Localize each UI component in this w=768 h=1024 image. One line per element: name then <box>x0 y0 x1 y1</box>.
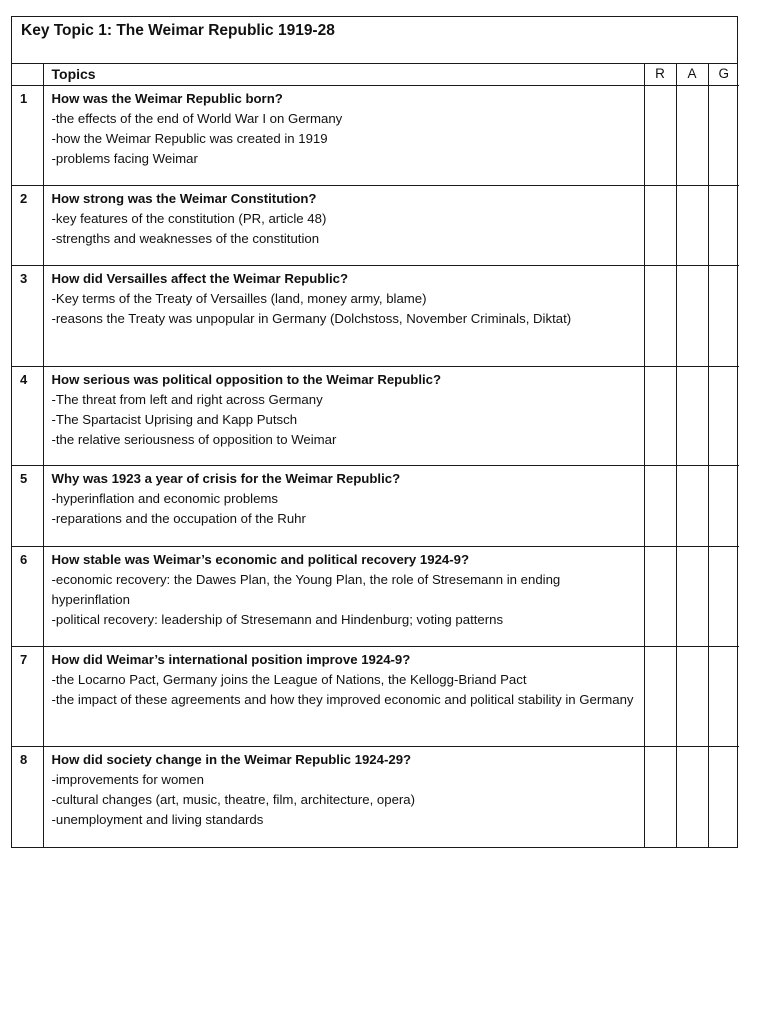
rag-cell-r[interactable] <box>644 546 676 646</box>
topic-cell <box>43 366 644 465</box>
table-row <box>12 465 739 546</box>
topic-cell <box>43 85 644 185</box>
topic-number: 3 <box>12 265 43 366</box>
topic-point: -reparations and the occupation of the Ruhr <box>51 510 306 526</box>
rag-cell-r[interactable] <box>644 185 676 265</box>
rag-cell-r[interactable] <box>644 465 676 546</box>
rag-cell-r[interactable] <box>644 265 676 366</box>
table-row <box>12 746 739 847</box>
topic-cell <box>43 546 644 646</box>
topic-question: How stable was Weimar’s economic and political recovery 1924-9? <box>51 551 470 567</box>
rag-cell-a[interactable] <box>676 185 708 265</box>
rag-cell-g[interactable] <box>708 185 739 265</box>
rag-cell-a[interactable] <box>676 85 708 185</box>
rag-cell-r[interactable] <box>644 646 676 746</box>
table-row <box>12 366 739 465</box>
rag-cell-g[interactable] <box>708 646 739 746</box>
topic-question: How serious was political opposition to the Weimar Republic? <box>51 371 442 387</box>
topic-cell <box>43 746 644 847</box>
table-header-row <box>12 64 739 85</box>
topic-point: -key features of the constitution (PR, article 48) <box>51 210 327 226</box>
header-topics: Topics <box>43 64 644 85</box>
topic-point: -Key terms of the Treaty of Versailles (land, money army, blame) <box>51 290 427 306</box>
topic-point: -reasons the Treaty was unpopular in Germany (Dolchstoss, November Criminals, Diktat) <box>51 310 572 326</box>
topic-point: -the impact of these agreements and how they improved economic and political stability in Germany <box>51 691 634 707</box>
rag-cell-a[interactable] <box>676 465 708 546</box>
topic-point: -strengths and weaknesses of the constitution <box>51 230 320 246</box>
table-row <box>12 265 739 366</box>
topic-point: -cultural changes (art, music, theatre, film, architecture, opera) <box>51 791 416 807</box>
topic-question: How strong was the Weimar Constitution? <box>51 190 317 206</box>
topic-question: How was the Weimar Republic born? <box>51 90 283 106</box>
topic-point: -economic recovery: the Dawes Plan, the Young Plan, the role of Stresemann in ending hyperinflation <box>51 571 561 607</box>
topic-point: -improvements for women <box>51 771 204 787</box>
rag-cell-g[interactable] <box>708 85 739 185</box>
topic-number: 6 <box>12 546 43 646</box>
rag-cell-r[interactable] <box>644 746 676 847</box>
rag-cell-g[interactable] <box>708 465 739 546</box>
topic-point: -political recovery: leadership of Stresemann and Hindenburg; voting patterns <box>51 611 504 627</box>
topic-number: 2 <box>12 185 43 265</box>
topic-point: -The threat from left and right across Germany <box>51 391 323 407</box>
rag-cell-g[interactable] <box>708 366 739 465</box>
topic-number: 1 <box>12 85 43 185</box>
rag-cell-a[interactable] <box>676 546 708 646</box>
topic-question: How did society change in the Weimar Republic 1924-29? <box>51 751 412 767</box>
topic-number: 7 <box>12 646 43 746</box>
topic-point: -unemployment and living standards <box>51 811 264 827</box>
topic-cell <box>43 265 644 366</box>
table-row <box>12 85 739 185</box>
topic-cell <box>43 185 644 265</box>
topic-point: -problems facing Weimar <box>51 150 198 166</box>
header-a: A <box>676 64 708 85</box>
topic-number: 8 <box>12 746 43 847</box>
rag-cell-a[interactable] <box>676 366 708 465</box>
topic-question: How did Versailles affect the Weimar Republic? <box>51 270 349 286</box>
rag-cell-a[interactable] <box>676 265 708 366</box>
topic-point: -hyperinflation and economic problems <box>51 490 279 506</box>
topic-point: -The Spartacist Uprising and Kapp Putsch <box>51 411 298 427</box>
topic-point: -how the Weimar Republic was created in 1919 <box>51 130 328 146</box>
topic-point: -the effects of the end of World War I on Germany <box>51 110 343 126</box>
rag-cell-r[interactable] <box>644 366 676 465</box>
topic-point: -the Locarno Pact, Germany joins the League of Nations, the Kellogg-Briand Pact <box>51 671 527 687</box>
topic-number: 5 <box>12 465 43 546</box>
topic-question: How did Weimar’s international position improve 1924-9? <box>51 651 411 667</box>
topic-point: -the relative seriousness of opposition to Weimar <box>51 431 337 447</box>
rag-cell-a[interactable] <box>676 746 708 847</box>
table-row <box>12 646 739 746</box>
rag-cell-r[interactable] <box>644 85 676 185</box>
rag-cell-g[interactable] <box>708 746 739 847</box>
page-title: Key Topic 1: The Weimar Republic 1919-28 <box>12 17 737 64</box>
table-row <box>12 185 739 265</box>
header-g: G <box>708 64 739 85</box>
header-r: R <box>644 64 676 85</box>
topic-number: 4 <box>12 366 43 465</box>
rag-cell-g[interactable] <box>708 546 739 646</box>
topic-cell <box>43 465 644 546</box>
header-number-cell <box>12 64 43 85</box>
topics-table <box>12 64 739 847</box>
topic-cell <box>43 646 644 746</box>
rag-cell-g[interactable] <box>708 265 739 366</box>
checklist-sheet <box>11 16 738 848</box>
rag-cell-a[interactable] <box>676 646 708 746</box>
topic-question: Why was 1923 a year of crisis for the Weimar Republic? <box>51 470 401 486</box>
table-row <box>12 546 739 646</box>
